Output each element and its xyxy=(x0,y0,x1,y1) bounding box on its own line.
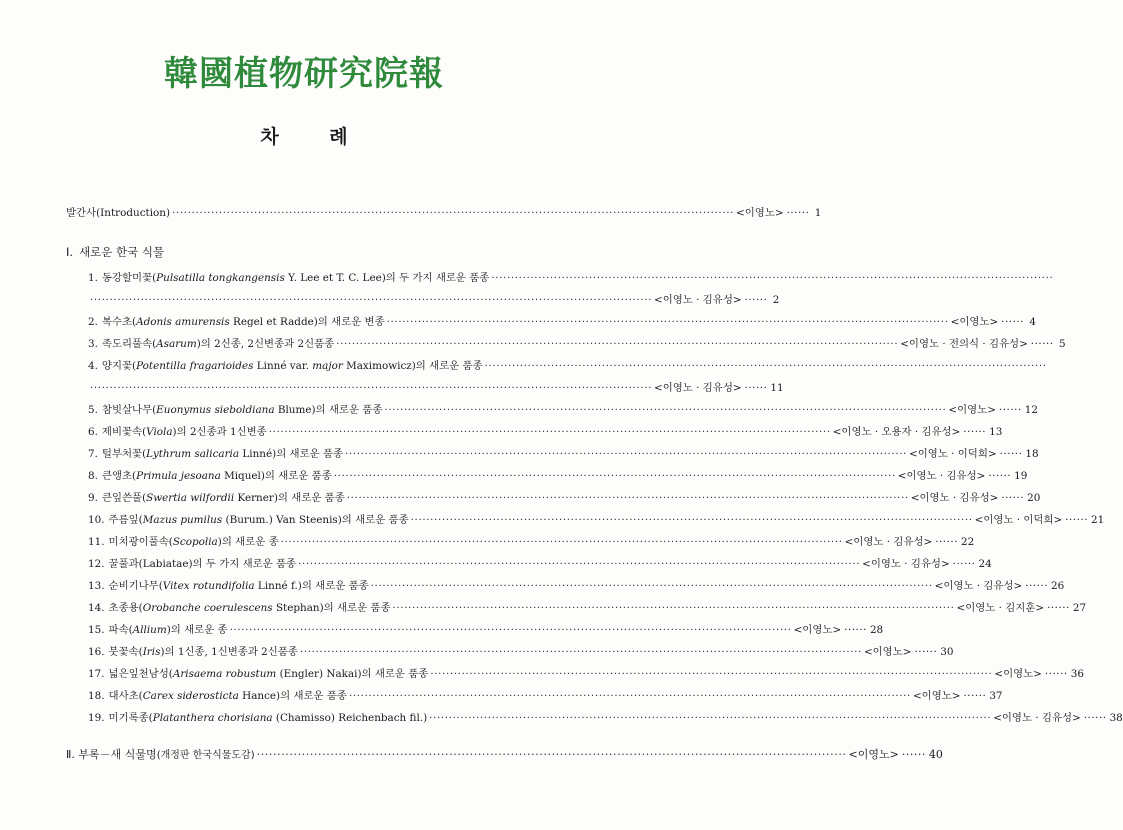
entry-author: <이영노 · 이덕희> xyxy=(974,514,1063,526)
toc-entry[interactable] xyxy=(88,513,1105,527)
scientific-name: Pulsatilla tongkangensis xyxy=(156,272,285,284)
entry-author: <이영노 · 김유성> xyxy=(910,492,999,504)
leader-dots xyxy=(298,557,860,571)
leader-dots xyxy=(90,293,652,307)
entry-number: 19. xyxy=(88,712,105,724)
title-text: )의 1신종, 1신변종과 2신품종 xyxy=(160,646,298,658)
entry-author: <이영노 · 김지훈> xyxy=(956,602,1045,614)
title-text: )의 2신종, 2신변종과 2신품종 xyxy=(196,338,335,350)
title-text: 초종용( xyxy=(108,602,143,614)
entry-page: 18 xyxy=(1025,448,1039,460)
entry-author: <이영노> xyxy=(736,207,784,219)
leader-dots: ······ xyxy=(1065,514,1089,526)
entry-author: <이영노> xyxy=(912,690,961,702)
leader-dots: ······ xyxy=(1044,668,1068,680)
entry-author: <이영노 · 김유성> xyxy=(844,536,933,548)
entry-author: <이영노> xyxy=(994,668,1042,680)
title-text: 미치광이풀속( xyxy=(108,536,173,548)
scientific-name: Primula jesoana xyxy=(136,470,221,482)
entry-title xyxy=(88,645,298,659)
entry-title xyxy=(88,447,343,461)
scientific-name: Euonymus sieboldiana xyxy=(156,404,275,416)
title-text: 동강할미꽃( xyxy=(101,272,157,284)
entry-author: <이영노 · 오용자 · 김유성> xyxy=(832,426,961,438)
entry-page: 1 xyxy=(814,207,822,219)
entry-title xyxy=(88,535,279,549)
entry-page: 21 xyxy=(1091,514,1105,526)
scientific-name: major xyxy=(312,360,343,372)
entry-author: <이영노 · 김유성> xyxy=(654,294,742,306)
entry-page: 11 xyxy=(770,382,784,394)
toc-entry[interactable] xyxy=(88,447,1039,461)
leader-dots xyxy=(384,403,946,417)
leader-dots: ······ xyxy=(999,448,1023,460)
entry-number: 4. xyxy=(88,360,98,372)
entry-number: 17. xyxy=(88,668,105,680)
entry-number: 16. xyxy=(88,646,105,658)
leader-dots xyxy=(230,623,792,637)
entry-number: 3. xyxy=(88,338,98,350)
title-text: 순비기나무( xyxy=(108,580,163,592)
toc-entry[interactable] xyxy=(88,579,1065,593)
entry-page: 24 xyxy=(978,558,992,570)
entry-page: 30 xyxy=(940,646,954,658)
entry-title: 발간사(Introduction) xyxy=(66,207,171,219)
title-text: Maximowicz)의 새로운 품종 xyxy=(342,360,483,372)
entry-page: 19 xyxy=(1014,470,1028,482)
entry-author: <이영노 · 이덕희> xyxy=(909,448,997,460)
entry-number: 7. xyxy=(88,448,98,460)
leader-dots: ······ xyxy=(1001,492,1025,504)
title-text: 미기록종( xyxy=(108,712,153,724)
leader-dots xyxy=(347,491,909,505)
title-text: 양지꽃( xyxy=(101,360,137,372)
entry-author: <이영노> xyxy=(793,624,842,636)
entry-number: 8. xyxy=(88,470,98,482)
title-text: (Engler) Nakai)의 새로운 품종 xyxy=(276,668,429,680)
entry-author: <이영노> xyxy=(950,316,999,328)
toc-entry[interactable] xyxy=(88,667,1084,681)
scientific-name: Swertia wilfordii xyxy=(146,492,235,504)
toc-entry[interactable] xyxy=(88,601,1087,615)
section-number: Ⅱ. xyxy=(66,748,75,761)
scientific-name: Iris xyxy=(142,646,161,658)
leader-dots: ······ xyxy=(963,426,987,438)
title-text: Regel et Radde)의 새로운 변종 xyxy=(229,316,385,328)
entry-number: 6. xyxy=(88,426,98,438)
section-number: Ⅰ. xyxy=(66,245,74,259)
entry-page: 40 xyxy=(928,748,943,761)
entry-author: <이영노 · 전의식 · 김유성> xyxy=(900,338,1028,350)
leader-dots: ······ xyxy=(935,536,959,548)
entry-author: <이영노> xyxy=(848,748,899,761)
entry-title xyxy=(88,557,296,571)
toc-entry[interactable] xyxy=(88,535,975,549)
title-text: Stephan)의 새로운 품종 xyxy=(272,602,391,614)
title-text: Y. Lee et T. C. Lee)의 두 가지 새로운 품종 xyxy=(284,272,490,284)
entry-author: <이영노 · 김유성> xyxy=(934,580,1023,592)
leader-dots: ······ xyxy=(1083,712,1107,724)
title-text: 주름잎( xyxy=(108,514,143,526)
scientific-name: Arisaema robustum xyxy=(172,668,277,680)
entry-number: 9. xyxy=(88,492,98,504)
entry-title xyxy=(88,491,345,505)
entry-page: 38 xyxy=(1109,712,1123,724)
scientific-name: Viola xyxy=(146,426,173,438)
leader-dots xyxy=(269,425,831,439)
journal-title: 韓國植物研究院報 xyxy=(164,54,444,94)
toc-entry[interactable] xyxy=(88,271,544,285)
leader-dots: ······ xyxy=(963,690,987,702)
title-text: 파속( xyxy=(108,624,133,636)
title-text: 꿀풀과(Labiatae)의 두 가지 새로운 품종 xyxy=(108,558,297,570)
leader-dots xyxy=(387,315,949,329)
leader-dots: ······ xyxy=(901,748,926,761)
title-text: Hance)의 새로운 품종 xyxy=(238,690,347,702)
toc-entry[interactable] xyxy=(88,425,1003,439)
title-text: 큰잎쓴풀( xyxy=(101,492,147,504)
entry-number: 11. xyxy=(88,536,105,548)
toc-entry[interactable] xyxy=(88,645,954,659)
leader-dots xyxy=(371,579,933,593)
toc-entry[interactable] xyxy=(88,315,1036,329)
leader-dots: ······ xyxy=(844,624,867,636)
scientific-name: Allium xyxy=(132,624,167,636)
leader-dots: ······ xyxy=(744,294,768,306)
leader-dots: ······ xyxy=(744,382,768,394)
toc-entry[interactable] xyxy=(88,689,1003,703)
toc-entry[interactable] xyxy=(88,359,544,373)
entry-page: 22 xyxy=(961,536,975,548)
entry-number: 12. xyxy=(88,558,105,570)
entry-page: 20 xyxy=(1027,492,1041,504)
leader-dots xyxy=(491,271,1053,285)
title-text: 붓꽃속( xyxy=(108,646,143,658)
entry-page: 4 xyxy=(1029,316,1036,328)
entry-number: 1. xyxy=(88,272,98,284)
leader-dots: ······ xyxy=(1001,316,1024,328)
title-text: 큰앵초( xyxy=(101,470,137,482)
entry-page: 12 xyxy=(1024,404,1038,416)
entry-title xyxy=(88,689,347,703)
entry-title xyxy=(88,271,489,285)
entry-number: 14. xyxy=(88,602,105,614)
leader-dots xyxy=(393,601,955,615)
entry-title xyxy=(88,469,332,483)
leader-dots xyxy=(349,689,911,703)
entry-number: 5. xyxy=(88,404,98,416)
entry-number: 13. xyxy=(88,580,105,592)
title-text: 참빗살나무( xyxy=(101,404,157,416)
leader-dots: ······ xyxy=(998,404,1022,416)
leader-dots xyxy=(172,206,734,220)
toc-entry-appendix[interactable] xyxy=(66,748,943,763)
toc-entry[interactable] xyxy=(88,469,1028,483)
entry-title xyxy=(88,601,391,615)
title-text: Linné var. xyxy=(253,360,313,372)
title-text: )의 새로운 종 xyxy=(166,624,228,636)
toc-entry[interactable] xyxy=(88,403,1038,417)
entry-author: <이영노 · 김유성> xyxy=(862,558,950,570)
entry-title xyxy=(88,359,483,373)
entry-number: 10. xyxy=(88,514,105,526)
entry-number: 18. xyxy=(88,690,105,702)
toc-entry[interactable] xyxy=(88,711,1123,725)
entry-title xyxy=(88,513,409,527)
title-text: Linné)의 새로운 품종 xyxy=(239,448,344,460)
scientific-name: Vitex rotundifolia xyxy=(162,580,255,592)
leader-dots: ······ xyxy=(914,646,938,658)
entry-page: 5 xyxy=(1059,338,1066,350)
title-text: Linné f.)의 새로운 품종 xyxy=(254,580,369,592)
section-heading-new-korean-plants xyxy=(66,244,164,260)
section-title: 부록－새 식물명 xyxy=(78,748,157,761)
entry-author: <이영노> xyxy=(863,646,912,658)
title-text: (Burum.) Van Steenis)의 새로운 품종 xyxy=(222,514,409,526)
entry-page: 13 xyxy=(989,426,1003,438)
entry-author: <이영노 · 김유성> xyxy=(897,470,986,482)
title-text: 복수초( xyxy=(101,316,137,328)
entry-author: <이영노 · 김유성> xyxy=(654,382,742,394)
leader-dots xyxy=(336,337,898,351)
toc-entry[interactable] xyxy=(88,337,1066,351)
entry-title xyxy=(88,711,427,725)
toc-entry[interactable] xyxy=(88,623,884,637)
leader-dots xyxy=(485,359,1047,373)
toc-entry[interactable] xyxy=(88,557,992,571)
section-subtitle: (개정판 한국식물도감) xyxy=(156,750,255,761)
title-text: 넓은잎천남성( xyxy=(108,668,173,680)
toc-entry-introduction[interactable] xyxy=(66,206,822,220)
leader-dots xyxy=(257,748,847,762)
entry-number: 2. xyxy=(88,316,98,328)
toc-heading: 차 례 xyxy=(260,126,370,148)
scientific-name: Asarum xyxy=(156,338,197,350)
title-text: )의 2신종과 1신변종 xyxy=(172,426,267,438)
entry-page: 2 xyxy=(772,294,780,306)
leader-dots: ······ xyxy=(952,558,976,570)
leader-dots xyxy=(300,645,862,659)
leader-dots xyxy=(345,447,907,461)
scientific-name: Lythrum salicaria xyxy=(146,448,240,460)
title-text: 족도리풀속( xyxy=(101,338,157,350)
title-text: 제비꽃속( xyxy=(101,426,147,438)
leader-dots xyxy=(334,469,896,483)
title-text: (Chamisso) Reichenbach fil.) xyxy=(272,712,428,724)
entry-title xyxy=(88,667,428,681)
leader-dots xyxy=(429,711,991,725)
leader-dots: ······ xyxy=(988,470,1012,482)
toc-entry[interactable] xyxy=(88,491,1041,505)
leader-dots: ······ xyxy=(786,207,810,219)
scientific-name: Potentilla fragarioides xyxy=(136,360,254,372)
entry-title xyxy=(88,315,385,329)
title-text: Miquel)의 새로운 품종 xyxy=(220,470,332,482)
title-text: Kerner)의 새로운 품종 xyxy=(234,492,345,504)
leader-dots xyxy=(411,513,973,527)
leader-dots: ······ xyxy=(1030,338,1054,350)
entry-number: 15. xyxy=(88,624,105,636)
leader-dots xyxy=(90,381,652,395)
toc-entry-continuation[interactable] xyxy=(88,381,784,395)
title-text: 대사초( xyxy=(108,690,143,702)
entry-title xyxy=(88,337,334,351)
leader-dots: ······ xyxy=(1047,602,1070,614)
entry-title xyxy=(66,748,255,763)
section-title: 새로운 한국 식물 xyxy=(79,245,165,259)
scientific-name: Scopolia xyxy=(172,536,218,548)
title-text: Blume)의 새로운 품종 xyxy=(274,404,383,416)
entry-title xyxy=(88,579,369,593)
entry-page: 36 xyxy=(1070,668,1084,680)
entry-page: 28 xyxy=(869,624,884,636)
leader-dots: ······ xyxy=(1025,580,1049,592)
title-text: )의 새로운 종 xyxy=(217,536,279,548)
scientific-name: Adonis amurensis xyxy=(136,316,230,328)
leader-dots xyxy=(281,535,843,549)
entry-page: 26 xyxy=(1051,580,1065,592)
scientific-name: Orobanche coerulescens xyxy=(142,602,273,614)
entry-page: 37 xyxy=(989,690,1003,702)
scientific-name: Mazus pumilus xyxy=(142,514,223,526)
leader-dots xyxy=(430,667,992,681)
entry-author: <이영노 · 김유성> xyxy=(993,712,1081,724)
entry-author: <이영노> xyxy=(948,404,996,416)
title-text: 털부처꽃( xyxy=(101,448,147,460)
entry-title xyxy=(88,623,228,637)
entry-title xyxy=(88,425,267,439)
scientific-name: Platanthera chorisiana xyxy=(152,712,273,724)
entry-title xyxy=(88,403,382,417)
toc-entry-continuation[interactable] xyxy=(88,293,780,307)
scientific-name: Carex siderosticta xyxy=(142,690,239,702)
entry-page: 27 xyxy=(1072,602,1087,614)
